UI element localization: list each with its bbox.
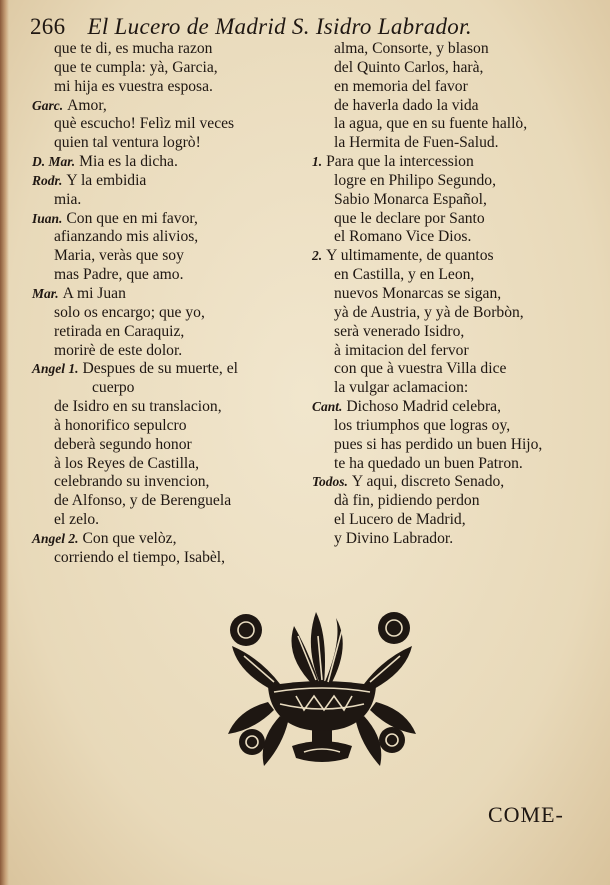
verse-line (32, 398, 312, 417)
verse-line (312, 40, 602, 59)
verse-text: la agua, que en su fuente hallò, (334, 115, 528, 133)
verse-line (32, 266, 312, 285)
verse-line (312, 78, 602, 97)
page-number: 266 (30, 14, 66, 39)
verse-line (312, 342, 602, 361)
verse-text: Despues de su muerte, el (82, 360, 238, 378)
verse-text: mas Padre, que amo. (54, 266, 184, 284)
verse-line (32, 530, 312, 549)
verse-line (312, 492, 602, 511)
verse-text: en memoria del favor (334, 77, 468, 95)
verse-text: dà fin, pidiendo perdon (334, 492, 480, 510)
verse-text: la Hermita de Fuen-Salud. (334, 134, 499, 152)
verse-text: de Isidro en su translacion, (54, 398, 222, 416)
verse-line (312, 379, 602, 398)
verse-text: y Divino Labrador. (334, 529, 454, 547)
verse-line (312, 266, 602, 285)
verse-line (32, 210, 312, 229)
verse-line (32, 228, 312, 247)
verse-text: à los Reyes de Castilla, (54, 454, 200, 472)
verse-line (312, 210, 602, 229)
verse-text: te ha quedado un buen Patron. (334, 454, 523, 472)
verse-line (312, 511, 602, 530)
verse-text: serà venerado Isidro, (334, 322, 465, 340)
verse-text: morirè de este dolor. (54, 341, 183, 359)
verse-text: nuevos Monarcas se sigan, (334, 284, 502, 302)
verse-line (32, 247, 312, 266)
verse-text: corriendo el tiempo, Isabèl, (54, 548, 226, 566)
verse-line (312, 455, 602, 474)
verse-line (32, 379, 312, 398)
verse-text: los triumphos que logras oy, (334, 416, 511, 434)
verse-text: mi hija es vuestra esposa. (54, 77, 213, 95)
running-header (30, 12, 590, 42)
verse-line (312, 247, 602, 266)
speaker-label: Iuan. (32, 210, 63, 226)
verse-line (312, 473, 602, 492)
verse-text: de Alfonso, y de Berenguela (54, 492, 232, 510)
verse-line (32, 285, 312, 304)
verse-line (312, 153, 602, 172)
verse-text: la vulgar aclamacion: (334, 379, 469, 397)
left-column (32, 40, 312, 568)
verse-text: logre en Philipo Segundo, (334, 171, 496, 189)
verse-text: alma, Consorte, y blason (334, 40, 489, 57)
verse-text: Para que la intercession (326, 153, 474, 171)
verse-text: quien tal ventura logrò! (54, 134, 201, 152)
verse-text: en Castilla, y en Leon, (334, 266, 475, 284)
verse-text: del Quinto Carlos, harà, (334, 58, 484, 76)
speaker-label: 2. (312, 248, 323, 264)
verse-line (32, 360, 312, 379)
verse-line (32, 549, 312, 568)
verse-line (32, 153, 312, 172)
verse-text: celebrando su invencion, (54, 473, 210, 491)
verse-text: que le declare por Santo (334, 209, 485, 227)
verse-line (312, 436, 602, 455)
verse-text: Y aqui, discreto Senado, (351, 473, 505, 491)
verse-text: que te cumpla: yà, Garcia, (54, 58, 218, 76)
verse-line (32, 172, 312, 191)
verse-line (312, 398, 602, 417)
verse-text: Con que velòz, (82, 529, 177, 547)
verse-line (312, 417, 602, 436)
verse-line (32, 191, 312, 210)
verse-line (32, 436, 312, 455)
verse-line (32, 59, 312, 78)
speaker-label: Todos. (312, 474, 348, 490)
right-column (312, 40, 602, 549)
verse-text: con que à vuestra Villa dice (334, 360, 507, 378)
speaker-label: D. Mar. (32, 154, 76, 170)
catchword: COME- (488, 802, 564, 827)
verse-text: mia. (54, 190, 82, 208)
verse-line (312, 323, 602, 342)
verse-text: deberà segundo honor (54, 435, 192, 453)
verse-text: retirada en Caraquiz, (54, 322, 185, 340)
verse-line (312, 530, 602, 549)
verse-text: que te di, es mucha razon (54, 40, 213, 57)
verse-line (32, 342, 312, 361)
speaker-label: Angel 1. (32, 361, 79, 377)
verse-text: yà de Austria, y yà de Borbòn, (334, 303, 524, 321)
verse-line (312, 360, 602, 379)
verse-line (32, 115, 312, 134)
verse-text: Maria, veràs que soy (54, 247, 184, 265)
verse-text: Con que en mi favor, (66, 209, 198, 227)
verse-line (312, 97, 602, 116)
verse-text: Amor, (67, 96, 107, 114)
speaker-label: Angel 2. (32, 530, 79, 546)
verse-text: solo os encargo; que yo, (54, 303, 205, 321)
verse-line (32, 304, 312, 323)
speaker-label: 1. (312, 154, 323, 170)
verse-line (32, 97, 312, 116)
page-gutter-edge (0, 0, 9, 885)
verse-line (32, 323, 312, 342)
verse-line (32, 78, 312, 97)
speaker-label: Mar. (32, 285, 59, 301)
verse-line (32, 511, 312, 530)
verse-line (312, 228, 602, 247)
verse-text: el Romano Vice Dios. (334, 228, 472, 246)
verse-text: el zelo. (54, 511, 100, 529)
verse-text: què escucho! Felìz mil veces (54, 115, 235, 133)
verse-line (32, 455, 312, 474)
verse-line (312, 134, 602, 153)
verse-line (312, 191, 602, 210)
verse-line (32, 492, 312, 511)
verse-text: Y ultimamente, de quantos (326, 247, 494, 265)
verse-line (312, 172, 602, 191)
verse-line (312, 59, 602, 78)
speaker-label: Garc. (32, 97, 64, 113)
verse-text: de haverla dado la vida (334, 96, 479, 114)
woodcut-flower-vase-vignette (224, 606, 420, 772)
verse-text: cuerpo (92, 379, 135, 397)
speaker-label: Cant. (312, 399, 343, 415)
verse-text: el Lucero de Madrid, (334, 511, 466, 529)
verse-line (32, 473, 312, 492)
verse-line (312, 304, 602, 323)
verse-line (32, 417, 312, 436)
verse-line (312, 285, 602, 304)
verse-text: Y la embidia (66, 171, 147, 189)
verse-line (312, 115, 602, 134)
verse-line (32, 40, 312, 59)
verse-text: Sabio Monarca Español, (334, 190, 487, 208)
speaker-label: Rodr. (32, 172, 63, 188)
verse-text: Dichoso Madrid celebra, (346, 398, 501, 416)
verse-text: A mi Juan (62, 284, 126, 302)
verse-text: pues si has perdido un buen Hijo, (334, 435, 543, 453)
running-title: El Lucero de Madrid S. Isidro Labrador. (87, 14, 472, 39)
verse-text: à honorifico sepulcro (54, 416, 187, 434)
verse-text: Mia es la dicha. (79, 153, 178, 171)
verse-line (32, 134, 312, 153)
verse-text: afianzando mis alivios, (54, 228, 199, 246)
verse-text: à imitacion del fervor (334, 341, 469, 359)
